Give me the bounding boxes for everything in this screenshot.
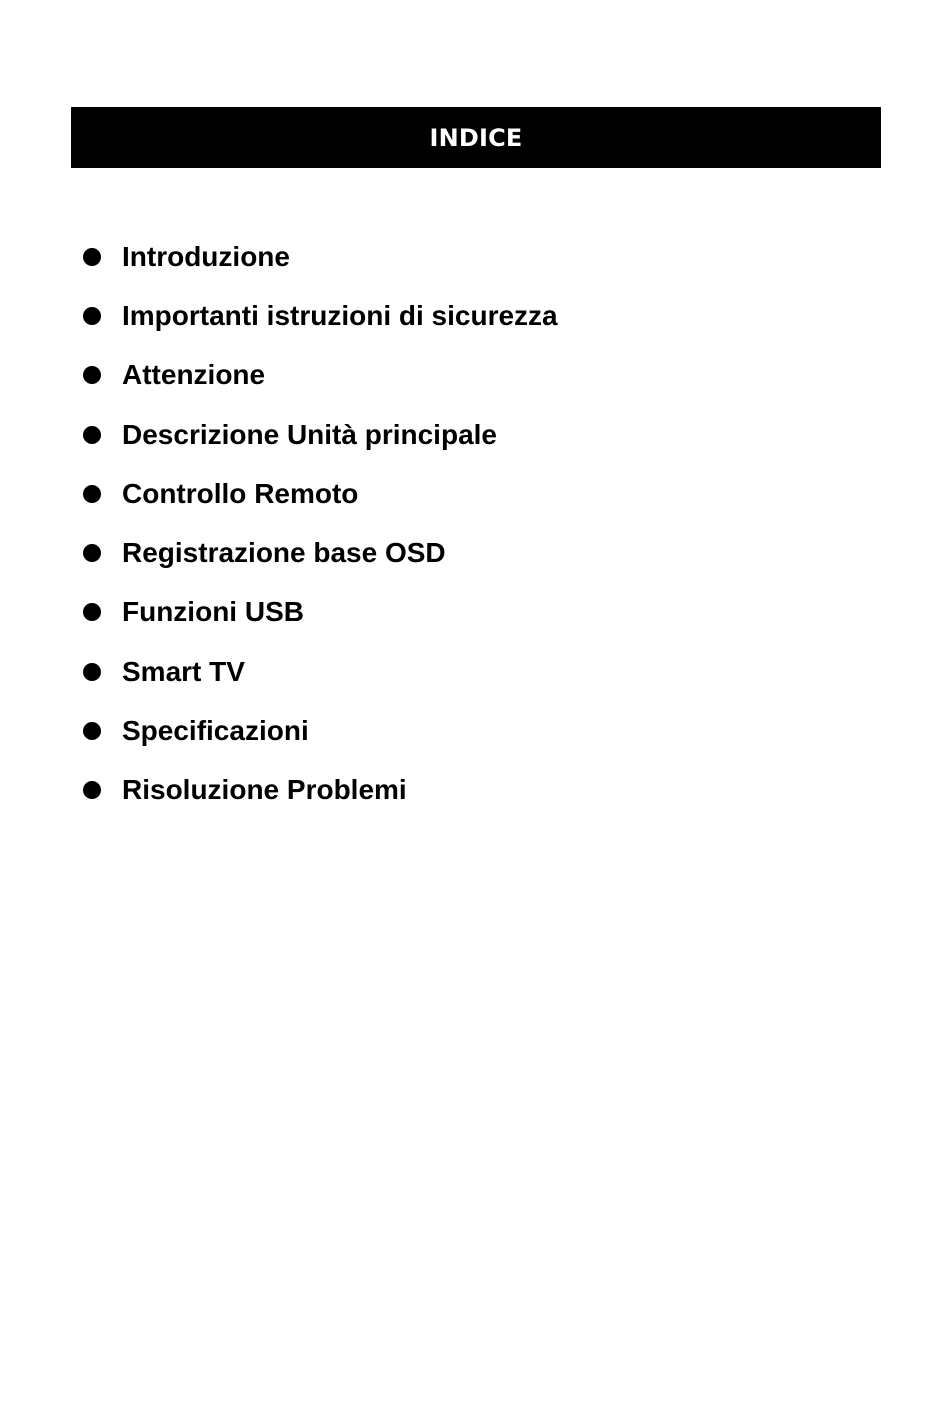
bullet-icon <box>83 781 101 799</box>
toc-item-label: Risoluzione Problemi <box>122 774 407 806</box>
bullet-icon <box>83 426 101 444</box>
toc-item-label: Importanti istruzioni di sicurezza <box>122 299 558 331</box>
toc-item-label: Introduzione <box>122 240 290 272</box>
toc-item-risoluzione-problemi[interactable] <box>0 761 950 820</box>
toc-item-registrazione-osd[interactable] <box>0 523 950 582</box>
bullet-icon <box>83 722 101 740</box>
toc-item-descrizione-unita[interactable] <box>0 405 950 464</box>
toc-item-label: Registrazione base OSD <box>122 537 446 569</box>
toc-item-label: Smart TV <box>122 655 245 687</box>
bullet-icon <box>83 485 101 503</box>
bullet-icon <box>83 248 101 266</box>
bullet-icon <box>83 663 101 681</box>
toc-item-label: Specificazioni <box>122 715 309 747</box>
toc-item-specificazioni[interactable] <box>0 701 950 760</box>
toc-item-introduzione[interactable] <box>0 227 950 286</box>
page-title: INDICE <box>429 123 523 152</box>
index-header-bar <box>71 107 881 168</box>
toc-item-controllo-remoto[interactable] <box>0 464 950 523</box>
toc-item-label: Funzioni USB <box>122 596 304 628</box>
toc-item-funzioni-usb[interactable] <box>0 583 950 642</box>
toc-item-label: Controllo Remoto <box>122 477 359 509</box>
toc-item-smart-tv[interactable] <box>0 642 950 701</box>
toc-item-label: Attenzione <box>122 359 266 391</box>
toc-item-attenzione[interactable] <box>0 346 950 405</box>
table-of-contents <box>0 227 950 820</box>
bullet-icon <box>83 544 101 562</box>
toc-item-sicurezza[interactable] <box>0 286 950 345</box>
bullet-icon <box>83 603 101 621</box>
toc-item-label: Descrizione Unità principale <box>122 418 497 450</box>
bullet-icon <box>83 307 101 325</box>
bullet-icon <box>83 366 101 384</box>
